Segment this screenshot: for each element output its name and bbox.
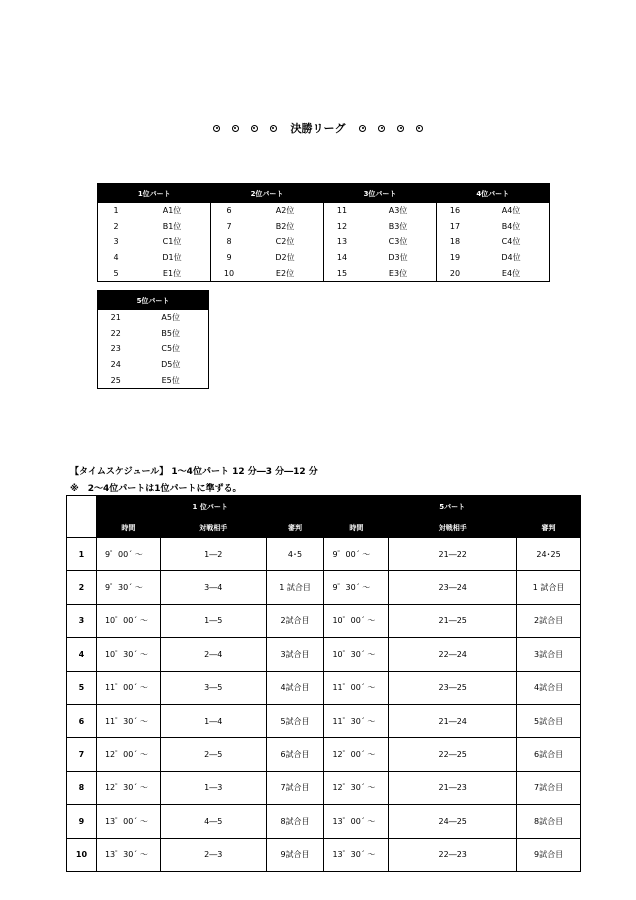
match-cell: 4―5 bbox=[160, 805, 266, 838]
part-number: 7 bbox=[211, 219, 248, 235]
soccer-ball-icon bbox=[378, 125, 385, 132]
soccer-ball-icon bbox=[416, 125, 423, 132]
part-number: 8 bbox=[211, 234, 248, 250]
schedule-corner bbox=[67, 496, 97, 538]
part-team: C5位 bbox=[161, 344, 181, 354]
row-number: 10 bbox=[67, 838, 97, 871]
part-number: 17 bbox=[437, 219, 474, 235]
part-number: 20 bbox=[437, 265, 474, 281]
part-number: 3 bbox=[113, 237, 119, 247]
part-team: B2位 bbox=[275, 221, 295, 231]
table-row bbox=[67, 805, 581, 838]
match-cell: 1―4 bbox=[160, 704, 266, 737]
part-number: 16 bbox=[437, 203, 474, 219]
col-header-referee: 審判 bbox=[517, 518, 581, 538]
referee-cell: 8試合目 bbox=[266, 805, 324, 838]
referee-cell: 2試合目 bbox=[517, 604, 581, 637]
time-cell: 9゜00´ ～ bbox=[324, 538, 389, 571]
row-number: 8 bbox=[67, 771, 97, 804]
part-team: D2位 bbox=[275, 253, 295, 263]
match-cell: 21―22 bbox=[389, 538, 517, 571]
referee-cell: 24･25 bbox=[517, 538, 581, 571]
part-team: D5位 bbox=[161, 360, 181, 370]
match-cell: 2―3 bbox=[160, 838, 266, 871]
match-cell: 3―4 bbox=[160, 571, 266, 604]
schedule-note: ※ 2～4位パートは1位パートに準ずる。 bbox=[70, 484, 242, 494]
time-cell: 12゜00´ ～ bbox=[96, 738, 160, 771]
referee-cell: 1 試合目 bbox=[517, 571, 581, 604]
time-cell: 9゜00´ ～ bbox=[96, 538, 160, 571]
col-header-time: 時間 bbox=[324, 518, 389, 538]
soccer-ball-icon bbox=[251, 125, 258, 132]
table-row bbox=[67, 538, 581, 571]
row-number: 5 bbox=[67, 671, 97, 704]
part-team: E3位 bbox=[388, 268, 408, 278]
match-cell: 21―24 bbox=[389, 704, 517, 737]
match-cell: 2―5 bbox=[160, 738, 266, 771]
part-team: C1位 bbox=[162, 237, 182, 247]
match-cell: 21―23 bbox=[389, 771, 517, 804]
part-number: 19 bbox=[437, 250, 474, 266]
part-team: A4位 bbox=[501, 206, 521, 216]
part-team: A5位 bbox=[161, 313, 180, 323]
soccer-ball-icon bbox=[270, 125, 277, 132]
group-header-5: 5パート bbox=[324, 496, 581, 518]
referee-cell: 5試合目 bbox=[266, 704, 324, 737]
referee-cell: 9試合目 bbox=[517, 838, 581, 871]
soccer-ball-icon bbox=[359, 125, 366, 132]
match-cell: 1―3 bbox=[160, 771, 266, 804]
part-team: A3位 bbox=[388, 206, 408, 216]
parts-table-1-4 bbox=[97, 183, 550, 282]
part-number: 10 bbox=[211, 265, 248, 281]
table-row bbox=[67, 738, 581, 771]
match-cell: 23―24 bbox=[389, 571, 517, 604]
row-number: 1 bbox=[67, 538, 97, 571]
time-cell: 12゜30´ ～ bbox=[324, 771, 389, 804]
match-cell: 23―25 bbox=[389, 671, 517, 704]
schedule-heading: 【タイムスケジュール】 1～4位パート 12 分―3 分―12 分 bbox=[70, 467, 318, 477]
part-team: D4位 bbox=[501, 253, 521, 263]
row-number: 2 bbox=[67, 571, 97, 604]
row-number: 7 bbox=[67, 738, 97, 771]
referee-cell: 1 試合目 bbox=[266, 571, 324, 604]
part-number: 13 bbox=[324, 234, 361, 250]
part-number: 5 bbox=[113, 268, 119, 278]
time-cell: 11゜00´ ～ bbox=[96, 671, 160, 704]
part-header: 4位パート bbox=[437, 184, 550, 204]
table-row bbox=[67, 771, 581, 804]
part-team: D1位 bbox=[162, 253, 182, 263]
row-number: 3 bbox=[67, 604, 97, 637]
time-cell: 9゜30´ ～ bbox=[96, 571, 160, 604]
part-number: 15 bbox=[324, 265, 361, 281]
group-header-1: 1 位パート bbox=[96, 496, 324, 518]
table-row bbox=[67, 638, 581, 671]
schedule-table bbox=[66, 495, 581, 872]
part-team: B3位 bbox=[388, 221, 408, 231]
parts-row bbox=[98, 265, 550, 281]
table-row bbox=[67, 838, 581, 871]
col-header-opponent: 対戦相手 bbox=[389, 518, 517, 538]
part-team: B4位 bbox=[501, 221, 521, 231]
page-title-row bbox=[0, 120, 636, 136]
time-cell: 13゜30´ ～ bbox=[96, 838, 160, 871]
referee-cell: 7試合目 bbox=[517, 771, 581, 804]
referee-cell: 6試合目 bbox=[517, 738, 581, 771]
part-team: E4位 bbox=[501, 268, 521, 278]
parts-row bbox=[98, 326, 209, 342]
referee-cell: 5試合目 bbox=[517, 704, 581, 737]
part-header: 5位パート bbox=[98, 291, 209, 311]
part-team: C4位 bbox=[501, 237, 521, 247]
part-number: 21 bbox=[110, 313, 121, 323]
referee-cell: 6試合目 bbox=[266, 738, 324, 771]
referee-cell: 8試合目 bbox=[517, 805, 581, 838]
parts-row bbox=[98, 310, 209, 326]
part-team: A2位 bbox=[275, 206, 295, 216]
part-header: 3位パート bbox=[324, 184, 437, 204]
time-cell: 10゜30´ ～ bbox=[324, 638, 389, 671]
part-team: E1位 bbox=[162, 268, 182, 278]
parts-row bbox=[98, 250, 550, 266]
table-row bbox=[67, 704, 581, 737]
part-number: 4 bbox=[113, 253, 119, 263]
part-number: 24 bbox=[110, 360, 121, 370]
part-team: B5位 bbox=[161, 328, 180, 338]
col-header-opponent: 対戦相手 bbox=[160, 518, 266, 538]
time-cell: 12゜00´ ～ bbox=[324, 738, 389, 771]
parts-row bbox=[98, 203, 550, 219]
referee-cell: 7試合目 bbox=[266, 771, 324, 804]
table-row bbox=[67, 671, 581, 704]
referee-cell: 3試合目 bbox=[517, 638, 581, 671]
time-cell: 11゜30´ ～ bbox=[324, 704, 389, 737]
soccer-ball-icon bbox=[232, 125, 239, 132]
part-team: B1位 bbox=[162, 221, 182, 231]
row-number: 9 bbox=[67, 805, 97, 838]
match-cell: 22―24 bbox=[389, 638, 517, 671]
referee-cell: 4･5 bbox=[266, 538, 324, 571]
part-team: C2位 bbox=[275, 237, 295, 247]
match-cell: 24―25 bbox=[389, 805, 517, 838]
part-number: 14 bbox=[324, 250, 361, 266]
parts-row bbox=[98, 372, 209, 388]
referee-cell: 3試合目 bbox=[266, 638, 324, 671]
part-number: 12 bbox=[324, 219, 361, 235]
part-team: A1位 bbox=[162, 206, 182, 216]
parts-row bbox=[98, 341, 209, 357]
time-cell: 11゜00´ ～ bbox=[324, 671, 389, 704]
part-header: 1位パート bbox=[98, 184, 211, 204]
part-number: 18 bbox=[437, 234, 474, 250]
row-number: 4 bbox=[67, 638, 97, 671]
match-cell: 2―4 bbox=[160, 638, 266, 671]
time-cell: 10゜00´ ～ bbox=[324, 604, 389, 637]
part-number: 6 bbox=[211, 203, 248, 219]
part-team: D3位 bbox=[388, 253, 408, 263]
parts-row bbox=[98, 234, 550, 250]
table-row bbox=[67, 571, 581, 604]
match-cell: 1―5 bbox=[160, 604, 266, 637]
part-number: 22 bbox=[110, 328, 121, 338]
time-cell: 13゜00´ ～ bbox=[96, 805, 160, 838]
col-header-referee: 審判 bbox=[266, 518, 324, 538]
row-number: 6 bbox=[67, 704, 97, 737]
referee-cell: 9試合目 bbox=[266, 838, 324, 871]
match-cell: 22―25 bbox=[389, 738, 517, 771]
match-cell: 1―2 bbox=[160, 538, 266, 571]
parts-row bbox=[98, 219, 550, 235]
referee-cell: 4試合目 bbox=[266, 671, 324, 704]
part-number: 11 bbox=[324, 203, 361, 219]
referee-cell: 4試合目 bbox=[517, 671, 581, 704]
match-cell: 21―25 bbox=[389, 604, 517, 637]
referee-cell: 2試合目 bbox=[266, 604, 324, 637]
parts-table-5 bbox=[97, 290, 209, 389]
part-team: E2位 bbox=[275, 268, 295, 278]
part-number: 1 bbox=[113, 206, 119, 216]
part-team: C3位 bbox=[388, 237, 408, 247]
time-cell: 10゜00´ ～ bbox=[96, 604, 160, 637]
part-number: 23 bbox=[110, 344, 121, 354]
page-title: 決勝リーグ bbox=[290, 122, 346, 135]
part-team: E5位 bbox=[161, 375, 180, 385]
part-header: 2位パート bbox=[211, 184, 324, 204]
part-number: 2 bbox=[113, 221, 119, 231]
part-number: 25 bbox=[110, 375, 121, 385]
time-cell: 13゜00´ ～ bbox=[324, 805, 389, 838]
parts-row bbox=[98, 357, 209, 373]
soccer-ball-icon bbox=[397, 125, 404, 132]
time-cell: 10゜30´ ～ bbox=[96, 638, 160, 671]
match-cell: 22―23 bbox=[389, 838, 517, 871]
time-cell: 9゜30´ ～ bbox=[324, 571, 389, 604]
time-cell: 12゜30´ ～ bbox=[96, 771, 160, 804]
table-row bbox=[67, 604, 581, 637]
part-number: 9 bbox=[211, 250, 248, 266]
time-cell: 11゜30´ ～ bbox=[96, 704, 160, 737]
match-cell: 3―5 bbox=[160, 671, 266, 704]
soccer-ball-icon bbox=[213, 125, 220, 132]
time-cell: 13゜30´ ～ bbox=[324, 838, 389, 871]
col-header-time: 時間 bbox=[96, 518, 160, 538]
